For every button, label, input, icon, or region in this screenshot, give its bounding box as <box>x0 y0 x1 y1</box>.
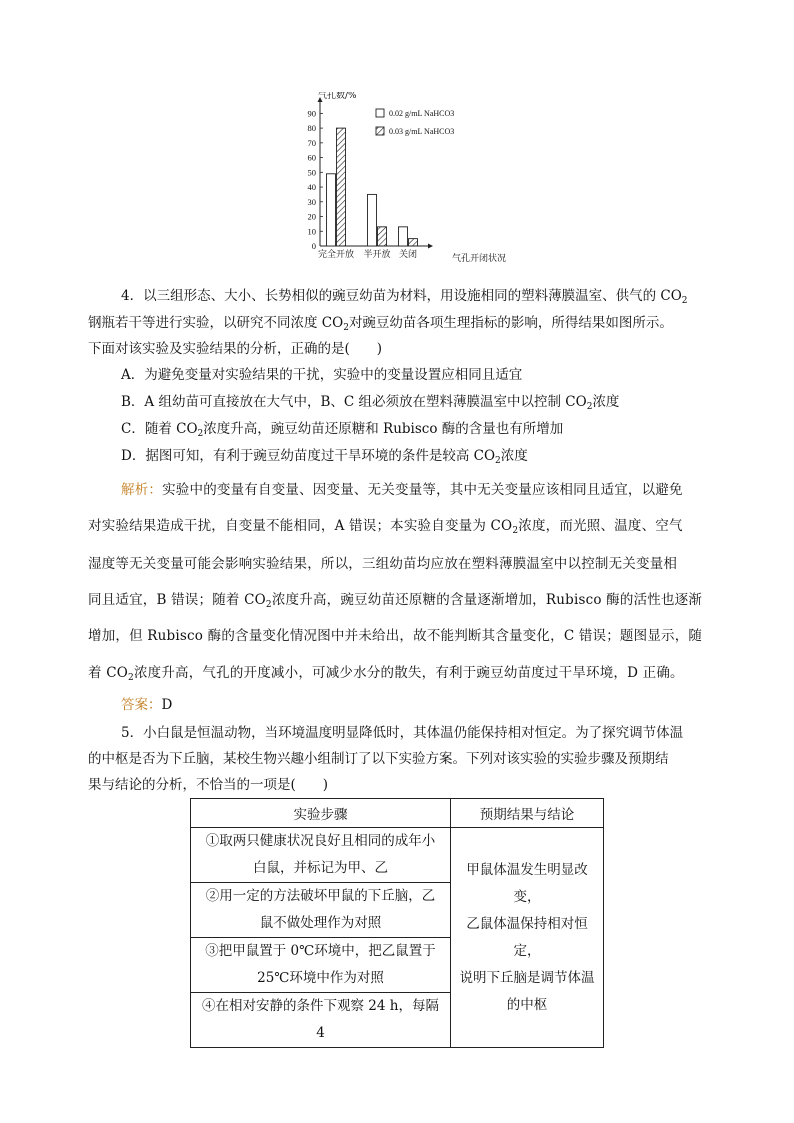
option-c-text-1: C．随着 CO <box>121 421 198 437</box>
x-axis-label: 气孔开闭状况 <box>452 254 507 264</box>
option-a-text: A．为避免变量对实验结果的干扰，实验中的变量设置应相同且适宜 <box>121 367 523 383</box>
header-steps: 实验步骤 <box>191 799 451 828</box>
q4-stem-line-3 <box>88 337 382 357</box>
x-tick-label: 关闭 <box>398 250 418 260</box>
co2-subscript: 2 <box>512 526 519 536</box>
q4-stem-line-1 <box>121 284 688 306</box>
y-tick-label: 60 <box>307 152 316 163</box>
q4-stem-text-3: 下面对该实验及实验结果的分析，正确的是( ) <box>88 341 383 357</box>
result-line-2: 乙鼠体温保持相对恒定， <box>466 915 588 959</box>
x-tick-label: 完全开放 <box>317 250 355 260</box>
explanation-line-2 <box>88 514 683 536</box>
explanation-line-4 <box>88 588 702 610</box>
q5-stem-line-3 <box>88 773 328 793</box>
step-1-cell <box>191 828 451 883</box>
explanation-text-6a: 着 CO <box>88 665 128 681</box>
q4-option-c <box>121 417 563 439</box>
bar-chart-svg <box>300 92 530 270</box>
explanation-line-5 <box>88 624 702 644</box>
explanation-text-1: 实验中的变量有自变量、因变量、无关变量等，其中无关变量应该相同且适宜，以避免 <box>162 482 683 498</box>
header-result: 预期结果与结论 <box>451 799 604 828</box>
bar <box>409 239 418 246</box>
step-1-line-b: 白鼠，并标记为甲、乙 <box>253 860 388 876</box>
option-d-text-1: D．据图可知，有利于豌豆幼苗度过干旱环境的条件是较高 CO <box>121 448 496 464</box>
q4-option-d <box>121 444 528 466</box>
explanation-text-6c: 浓度升高，气孔的开度减小，可减少水分的散失，有利于豌豆幼苗度过干旱环境，D 正确。 <box>133 665 684 681</box>
bar <box>378 227 387 246</box>
y-tick-label: 20 <box>307 211 316 222</box>
answer-value: D <box>161 697 173 713</box>
stomata-bar-chart <box>300 92 530 270</box>
explanation-text-4c: 浓度升高，豌豆幼苗还原糖的含量逐渐增加，Rubisco 酶的活性也逐渐 <box>271 592 703 608</box>
legend-label: 0.03 g/mL NaHCO3 <box>389 127 455 136</box>
answer-line <box>121 693 172 713</box>
y-tick-label: 30 <box>307 196 316 207</box>
step-2-cell <box>191 883 451 938</box>
x-axis-arrow <box>428 244 433 249</box>
table-header-row <box>191 799 604 828</box>
legend-label: 0.02 g/mL NaHCO3 <box>389 109 455 118</box>
explanation-text-4a: 同且适宜，B 错误；随着 CO <box>88 592 266 608</box>
option-b-text-1: B．A 组幼苗可直接放在大气中，B、C 组必须放在塑料薄膜温室中以控制 CO <box>121 394 587 410</box>
result-cell <box>451 828 604 1048</box>
option-b-text-3: 浓度 <box>592 394 620 410</box>
explanation-line-6 <box>88 661 684 683</box>
step-2-line-a: ②用一定的方法破坏甲鼠的下丘脑，乙 <box>205 888 436 904</box>
explanation-line-3 <box>88 552 677 572</box>
q4-option-a <box>121 363 522 383</box>
bar <box>327 174 336 246</box>
y-axis-label: 气孔数/% <box>318 92 357 101</box>
co2-subscript: 2 <box>197 429 204 439</box>
explanation-label: 解析： <box>121 482 163 498</box>
step-1-line-a: ①取两只健康状况良好且相同的成年小 <box>205 833 436 849</box>
q4-option-b <box>121 390 619 412</box>
explanation-text-2c: 浓度，而光照、温度、空气 <box>518 518 683 534</box>
step-3-cell <box>191 938 451 993</box>
step-2-line-b: 鼠不做处理作为对照 <box>259 915 382 931</box>
q5-stem-line-1 <box>121 721 683 741</box>
y-tick-label: 40 <box>307 182 316 193</box>
bar <box>399 227 408 246</box>
y-tick-label: 10 <box>307 226 316 237</box>
y-tick-label: 70 <box>307 137 316 148</box>
q4-stem-text-2c: 对豌豆幼苗各项生理指标的影响，所得结果如图所示。 <box>348 315 673 331</box>
answer-label: 答案： <box>121 697 162 713</box>
co2-subscript: 2 <box>343 323 349 333</box>
result-line-1: 甲鼠体温发生明显改变， <box>466 861 588 905</box>
result-line-3: 说明下丘脑是调节体温 <box>459 969 595 986</box>
explanation-text-2a: 对实验结果造成干扰，自变量不能相同，A 错误；本实验自变量为 CO <box>88 518 513 534</box>
co2-subscript: 2 <box>495 456 501 466</box>
q4-stem-text-2a: 钢瓶若干等进行实验，以研究不同浓度 CO <box>88 315 344 331</box>
q5-stem-text-3: 果与结论的分析，不恰当的一项是( ) <box>88 777 329 793</box>
q5-stem-text-1: 5．小白鼠是恒温动物，当环境温度明显降低时，其体温仍能保持相对恒定。为了探究调节体温 <box>121 725 684 741</box>
co2-subscript: 2 <box>265 600 272 610</box>
y-tick-label: 50 <box>307 167 316 178</box>
option-d-text-3: 浓度 <box>500 448 528 464</box>
q5-stem-text-2: 的中枢是否为下丘脑，某校生物兴趣小组制订了以下实验方案。下列对该实验的实验步骤及预期结 <box>88 751 669 767</box>
step-3-line-a: ③把甲鼠置于 0℃环境中，把乙鼠置于 <box>205 943 436 959</box>
step-4-cell <box>191 993 451 1048</box>
q4-stem-text-1: 4．以三组形态、大小、长势相似的豌豆幼苗为材料，用设施相同的塑料薄膜温室、供气的 CO <box>121 288 682 304</box>
y-tick-label: 80 <box>307 123 316 134</box>
y-tick-label: 90 <box>307 108 316 119</box>
explanation-line-1 <box>121 478 683 498</box>
step-4-line-a: ④在相对安静的条件下观察 24 h，每隔 4 <box>202 998 439 1041</box>
explanation-text-5: 增加，但 Rubisco 酶的含量变化情况图中并未给出，故不能判断其含量变化，C 错误；题图显示，随 <box>88 628 703 644</box>
explanation-text-3: 湿度等无关变量可能会影响实验结果，所以，三组幼苗均应放在塑料薄膜温室中以控制无关变量相 <box>88 556 678 572</box>
result-line-4: 的中枢 <box>506 996 548 1013</box>
q4-stem-line-2 <box>88 311 673 333</box>
co2-subscript: 2 <box>586 402 593 412</box>
option-c-text-3: 浓度升高，豌豆幼苗还原糖和 Rubisco 酶的含量也有所增加 <box>203 421 564 437</box>
co2-subscript: 2 <box>681 296 688 306</box>
q5-stem-line-2 <box>88 747 669 767</box>
y-tick-label: 0 <box>311 241 316 251</box>
x-tick-label: 半开放 <box>363 250 391 260</box>
legend-swatch <box>376 127 384 135</box>
table-row <box>191 828 604 883</box>
legend-swatch <box>376 109 384 117</box>
bar <box>368 194 377 246</box>
experiment-table <box>190 798 604 1048</box>
step-3-line-b: 25℃环境中作为对照 <box>257 970 384 986</box>
co2-subscript: 2 <box>128 673 134 683</box>
bar <box>337 128 346 246</box>
